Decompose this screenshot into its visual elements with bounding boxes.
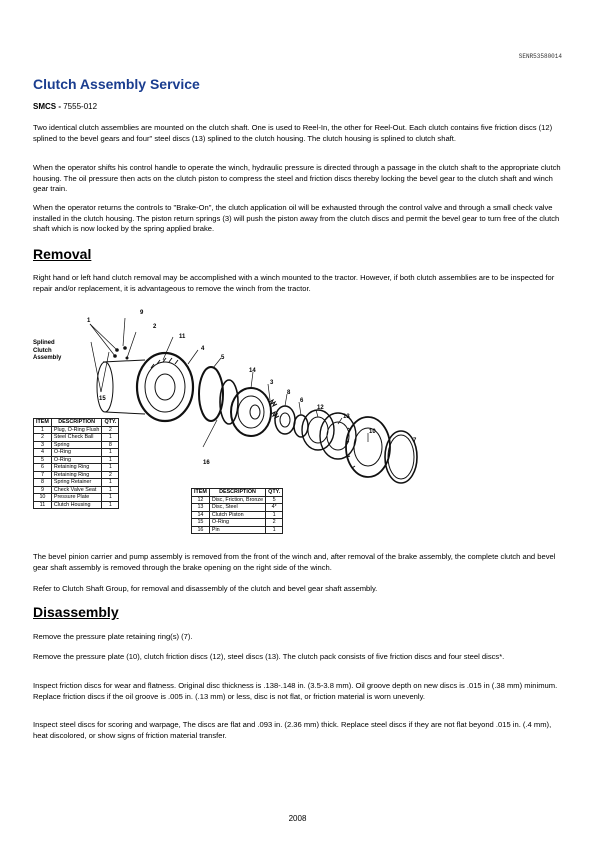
parts-table-right xyxy=(191,488,283,534)
item-cell: 4 xyxy=(34,449,52,457)
item-cell: 2 xyxy=(34,434,52,442)
qty-cell: 2 xyxy=(102,426,119,434)
table-row xyxy=(34,426,119,434)
qty-cell: 1 xyxy=(266,526,283,534)
qty-cell: 1 xyxy=(102,479,119,487)
removal-paragraph: Refer to Clutch Shaft Group, for removal and disassembly of the clutch and bevel gear shaft assembly. xyxy=(33,584,378,593)
table-row xyxy=(34,471,119,479)
item-cell: 6 xyxy=(34,464,52,472)
table-row xyxy=(34,464,119,472)
col-qty: QTY. xyxy=(102,419,119,427)
callout-13: 13 xyxy=(343,414,350,420)
description-cell: O-Ring xyxy=(51,456,102,464)
description-cell: Disc, Steel xyxy=(209,504,265,512)
qty-cell: 4* xyxy=(266,504,283,512)
item-cell: 12 xyxy=(192,496,210,504)
qty-cell: 1 xyxy=(102,486,119,494)
description-cell: Plug, O-Ring Flush xyxy=(51,426,102,434)
description-cell: O-Ring xyxy=(51,449,102,457)
item-cell: 13 xyxy=(192,504,210,512)
qty-cell: 1 xyxy=(102,456,119,464)
disassembly-heading: Disassembly xyxy=(33,604,119,620)
qty-cell: 1 xyxy=(266,511,283,519)
disassembly-paragraph: Inspect steel discs for scoring and warpage, The discs are flat and .093 in. (2.36 mm) thick. Replace steel discs if they are not flat beyond .015 in. (.4 mm), heat discolored, or show signs of friction material transfer. xyxy=(33,720,552,740)
callout-10: 10 xyxy=(369,429,376,435)
col-item: ITEM xyxy=(34,419,52,427)
smcs-value: 7555-012 xyxy=(63,102,98,111)
description-cell: Spring xyxy=(51,441,102,449)
col-item: ITEM xyxy=(192,489,210,497)
callout-14: 14 xyxy=(249,368,256,374)
removal-paragraph: Right hand or left hand clutch removal may be accomplished with a winch mounted to the tractor. However, if both clutch assemblies are to be inspected for repair and/or replacement, it is advantageous to remove the winch from the tractor. xyxy=(33,273,555,293)
clutch-exploded-diagram xyxy=(33,302,563,542)
qty-cell: 2 xyxy=(102,471,119,479)
table-row xyxy=(34,449,119,457)
callout-9: 9 xyxy=(140,310,144,316)
intro-paragraph: When the operator shifts his control handle to operate the winch, hydraulic pressure is directed through a passage in the clutch shaft to the appropriate clutch housing. The oil pressure then acts on the clutch piston to compress the steel and friction discs thereby locking the bevel gear to the clutch shaft and winch gear train. xyxy=(33,163,561,194)
item-cell: 15 xyxy=(192,519,210,527)
callout-15: 15 xyxy=(99,396,106,402)
callout-5: 5 xyxy=(221,355,225,361)
splined-label-line: Splined xyxy=(33,340,55,346)
item-cell: 11 xyxy=(34,501,52,509)
callout-11: 11 xyxy=(179,334,186,340)
table-row xyxy=(34,501,119,509)
table-row xyxy=(192,526,283,534)
item-cell: 5 xyxy=(34,456,52,464)
qty-cell: 8 xyxy=(102,441,119,449)
callout-16: 16 xyxy=(203,460,210,466)
callout-12: 12 xyxy=(317,405,324,411)
qty-cell: 1 xyxy=(102,449,119,457)
table-row xyxy=(34,479,119,487)
item-cell: 1 xyxy=(34,426,52,434)
description-cell: O-Ring xyxy=(209,519,265,527)
description-cell: Pin xyxy=(209,526,265,534)
table-row xyxy=(192,519,283,527)
callout-6: 6 xyxy=(300,398,304,404)
qty-cell: 1 xyxy=(102,501,119,509)
description-cell: Retaining Ring xyxy=(51,471,102,479)
smcs-label: SMCS - xyxy=(33,102,64,111)
description-cell: Pressure Plate xyxy=(51,494,102,502)
parts-table-left xyxy=(33,418,119,509)
description-cell: Spring Retainer xyxy=(51,479,102,487)
removal-paragraph: The bevel pinion carrier and pump assembly is removed from the front of the winch and, after removal of the brake assembly, the complete clutch and bevel gear shaft assembly is removed through the brake opening on the right side of the winch. xyxy=(33,552,556,572)
callout-2: 2 xyxy=(153,324,157,330)
disassembly-paragraph: Remove the pressure plate (10), clutch friction discs (12), steel discs (13). The clutch pack consists of five friction discs and four steel discs*. xyxy=(33,652,505,661)
item-cell: 9 xyxy=(34,486,52,494)
callout-3: 3 xyxy=(270,380,274,386)
item-cell: 8 xyxy=(34,479,52,487)
description-cell: Check Valve Seat xyxy=(51,486,102,494)
item-cell: 10 xyxy=(34,494,52,502)
smcs-code xyxy=(33,102,97,111)
document-id: SENR53580014 xyxy=(518,53,562,60)
callout-8: 8 xyxy=(287,390,291,396)
col-description: DESCRIPTION xyxy=(51,419,102,427)
callout-4: 4 xyxy=(201,346,205,352)
disassembly-paragraph: Inspect friction discs for wear and flatness. Original disc thickness is .138-.148 in. (3.5-3.8 mm). Oil groove depth on new discs is .015 in (.38 mm) minimum. Replace friction discs if the oil groove is .005 in. (.13 mm) or less, disc is not flat, or friction material is worn unevenly. xyxy=(33,681,558,701)
table-row xyxy=(34,441,119,449)
table-row xyxy=(34,456,119,464)
intro-paragraph: When the operator returns the controls to "Brake-On", the clutch application oil will be exhausted through the control valve and through a small check valve installed in the clutch housing. The piston return springs (3) will push the piston away from the clutch discs and permit the bevel gear to turn free of the clutch shaft which is now locked by the spring applied brake. xyxy=(33,203,560,234)
table-row xyxy=(34,434,119,442)
description-cell: Disc, Friction, Bronze xyxy=(209,496,265,504)
description-cell: Retaining Ring xyxy=(51,464,102,472)
table-row xyxy=(192,504,283,512)
qty-cell: 1 xyxy=(102,464,119,472)
removal-heading: Removal xyxy=(33,246,92,262)
splined-label-line: Assembly xyxy=(33,355,62,361)
qty-cell: 2 xyxy=(266,519,283,527)
callout-7: 7 xyxy=(413,438,417,444)
item-cell: 3 xyxy=(34,441,52,449)
col-description: DESCRIPTION xyxy=(209,489,265,497)
description-cell: Steel Check Ball xyxy=(51,434,102,442)
splined-label-line: Clutch xyxy=(33,347,52,354)
qty-cell: 5 xyxy=(266,496,283,504)
page-number: 2008 xyxy=(288,814,307,823)
item-cell: 16 xyxy=(192,526,210,534)
qty-cell: 1 xyxy=(102,434,119,442)
intro-paragraph: Two identical clutch assemblies are mounted on the clutch shaft. One is used to Reel-In, the other for Reel-Out. Each clutch contains five friction discs (12) splined to the bevel gears and four" steel discs (13) splined to the clutch housing. The clutch housing is splined to clutch shaft. xyxy=(33,123,553,143)
description-cell: Clutch Housing xyxy=(51,501,102,509)
page-title: Clutch Assembly Service xyxy=(33,76,200,92)
item-cell: 7 xyxy=(34,471,52,479)
table-row xyxy=(34,494,119,502)
table-row xyxy=(192,511,283,519)
table-row xyxy=(34,486,119,494)
col-qty: QTY. xyxy=(266,489,283,497)
description-cell: Clutch Piston xyxy=(209,511,265,519)
callout-1: 1 xyxy=(87,318,91,324)
item-cell: 14 xyxy=(192,511,210,519)
disassembly-paragraph: Remove the pressure plate retaining ring(s) (7). xyxy=(33,632,193,641)
qty-cell: 1 xyxy=(102,494,119,502)
table-row xyxy=(192,496,283,504)
